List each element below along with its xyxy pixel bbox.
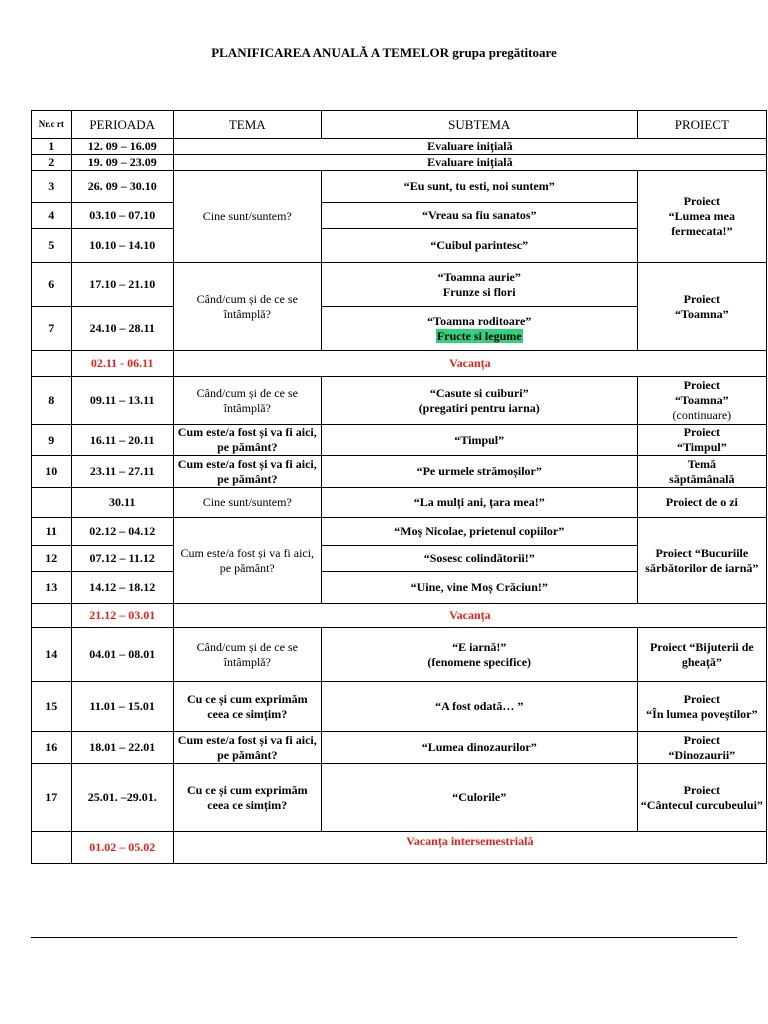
row-subtema: “Timpul” <box>321 425 637 456</box>
header-subtema: SUBTEMA <box>321 111 637 139</box>
row-nr: 6 <box>32 263 72 307</box>
proiect-line: Temă <box>687 456 716 471</box>
proiect-line: Proiect <box>683 782 721 797</box>
table-row <box>32 488 767 518</box>
row-perioada: 16.11 – 20.11 <box>71 425 173 456</box>
vacation-row <box>32 604 767 628</box>
subtema-line: “Casute si cuiburi” <box>429 385 529 400</box>
row-nr: 11 <box>32 518 72 546</box>
row-subtema <box>321 263 637 307</box>
proiect-line: “Lumea mea fermecata!” <box>668 209 735 238</box>
row-subtema <box>321 307 637 351</box>
proiect-line: “Cântecul curcubeului” <box>640 797 763 812</box>
row-tema: Când/cum și de ce se întâmplă? <box>173 263 321 351</box>
proiect-line: Proiect <box>683 194 721 208</box>
row-proiect <box>637 425 766 456</box>
row-nr: 8 <box>32 377 72 425</box>
row-tema: Când/cum și de ce se întâmplă? <box>173 628 321 682</box>
row-perioada: 03.10 – 07.10 <box>71 203 173 229</box>
proiect-line: săptămânală <box>669 471 735 486</box>
vacation-row <box>32 832 767 864</box>
row-tema: Cine sunt/suntem? <box>173 171 321 263</box>
table-row <box>32 155 767 171</box>
row-subtema: “A fost odată… ” <box>321 682 637 732</box>
row-nr: 5 <box>32 229 72 263</box>
proiect-line: Proiect <box>683 378 721 392</box>
row-tema: Cu ce și cum exprimăm ceea ce simțim? <box>173 682 321 732</box>
subtema-line: “Toamna aurie” <box>437 269 521 284</box>
row-nr: 12 <box>32 546 72 572</box>
row-nr: 2 <box>32 155 72 171</box>
subtema-line: (pregatiri pentru iarna) <box>418 400 540 415</box>
row-subtema: “Pe urmele strămoșilor” <box>321 456 637 488</box>
highlighted-text: Fructe si legume <box>436 328 522 343</box>
row-subtema: “Vreau sa fiu sanatos” <box>321 203 637 229</box>
row-subtema: “Cuibul parintesc” <box>321 229 637 263</box>
table-row <box>32 139 767 155</box>
row-nr: 10 <box>32 456 72 488</box>
row-tema: Cu ce și cum exprimăm ceea ce simțim? <box>173 764 321 832</box>
row-subtema: “Uine, vine Moș Crăciun!” <box>321 572 637 604</box>
proiect-line: Proiect <box>683 425 721 439</box>
row-subtema: “Culorile” <box>321 764 637 832</box>
header-tema: TEMA <box>173 111 321 139</box>
row-nr: 15 <box>32 682 72 732</box>
proiect-line: “Toamna” <box>675 306 729 321</box>
proiect-line: Proiect <box>683 732 721 747</box>
row-perioada: 10.10 – 14.10 <box>71 229 173 263</box>
proiect-line: “Toamna” <box>675 393 729 407</box>
proiect-line: “Dinozaurii” <box>668 747 736 762</box>
subtema-line: Frunze si flori <box>442 284 516 299</box>
footer-rule <box>31 937 737 938</box>
table-header-row <box>32 111 767 139</box>
row-tema: Cine sunt/suntem? <box>173 488 321 518</box>
row-perioada: 24.10 – 28.11 <box>71 307 173 351</box>
table-row <box>32 377 767 425</box>
row-subtema: Vacanța <box>173 351 766 377</box>
row-perioada: 02.11 - 06.11 <box>71 351 173 377</box>
row-nr: 7 <box>32 307 72 351</box>
row-nr: 13 <box>32 572 72 604</box>
row-proiect <box>637 682 766 732</box>
row-tema: Când/cum și de ce se întâmplă? <box>173 377 321 425</box>
document-title: PLANIFICAREA ANUALĂ A TEMELOR grupa pregătitoare <box>211 45 557 60</box>
row-subtema: “Moș Nicolae, prietenul copiilor” <box>321 518 637 546</box>
row-subtema: “Eu sunt, tu esti, noi suntem” <box>321 171 637 203</box>
row-perioada: 14.12 – 18.12 <box>71 572 173 604</box>
row-nr: 9 <box>32 425 72 456</box>
proiect-line: Proiect <box>683 691 721 706</box>
subtema-line <box>324 329 635 344</box>
themes-table <box>31 110 767 864</box>
table-row <box>32 682 767 732</box>
row-perioada: 18.01 – 22.01 <box>71 732 173 764</box>
row-subtema: Evaluare inițială <box>173 155 766 171</box>
row-tema: Cum este/a fost și va fi aici, pe pământ? <box>173 732 321 764</box>
subtema-line: (fenomene specifice) <box>427 654 532 669</box>
proiect-line: “Timpul” <box>676 440 727 454</box>
row-perioada: 25.01. –29.01. <box>71 764 173 832</box>
row-nr: 3 <box>32 171 72 203</box>
row-nr: 14 <box>32 628 72 682</box>
row-tema: Cum este/a fost și va fi aici, pe pământ? <box>173 456 321 488</box>
table-row <box>32 628 767 682</box>
row-tema: Cum este/a fost și va fi aici, pe pământ? <box>173 518 321 604</box>
header-proiect: PROIECT <box>637 111 766 139</box>
row-subtema: “La mulți ani, țara mea!” <box>321 488 637 518</box>
row-perioada: 01.02 – 05.02 <box>71 832 173 864</box>
row-proiect: Proiect “Bucuriile sărbătorilor de iarnă” <box>637 518 766 604</box>
row-proiect <box>637 732 766 764</box>
row-proiect: Proiect de o zi <box>637 488 766 518</box>
row-subtema: “Sosesc colindătorii!” <box>321 546 637 572</box>
row-tema: Cum este/a fost și va fi aici, pe pământ? <box>173 425 321 456</box>
table-row <box>32 518 767 546</box>
row-nr: 17 <box>32 764 72 832</box>
row-perioada: 21.12 – 03.01 <box>71 604 173 628</box>
row-subtema: Evaluare inițială <box>173 139 766 155</box>
row-nr: 16 <box>32 732 72 764</box>
proiect-line: (continuare) <box>672 408 732 422</box>
subtema-line: “Toamna roditoare” <box>427 313 532 328</box>
row-perioada: 07.12 – 11.12 <box>71 546 173 572</box>
row-perioada: 09.11 – 13.11 <box>71 377 173 425</box>
vacation-row <box>32 351 767 377</box>
table-row <box>32 171 767 203</box>
row-proiect <box>637 456 766 488</box>
row-perioada: 04.01 – 08.01 <box>71 628 173 682</box>
proiect-line: “În lumea poveștilor” <box>646 706 758 721</box>
row-proiect: Proiect “Bijuterii de gheață” <box>637 628 766 682</box>
row-perioada: 26. 09 – 30.10 <box>71 171 173 203</box>
header-nr: Nr.c rt <box>32 111 72 139</box>
table-row <box>32 425 767 456</box>
row-perioada: 17.10 – 21.10 <box>71 263 173 307</box>
row-perioada: 12. 09 – 16.09 <box>71 139 173 155</box>
row-perioada: 23.11 – 27.11 <box>71 456 173 488</box>
header-perioada: PERIOADA <box>71 111 173 139</box>
subtema-line: “E iarnă!” <box>452 639 507 654</box>
row-subtema <box>321 377 637 425</box>
row-perioada: 30.11 <box>71 488 173 518</box>
row-subtema: Vacanța intersemestrială <box>173 832 766 864</box>
table-row <box>32 764 767 832</box>
table-row <box>32 456 767 488</box>
table-row <box>32 732 767 764</box>
table-row <box>32 263 767 307</box>
row-proiect <box>637 171 766 263</box>
row-subtema: “Lumea dinozaurilor” <box>321 732 637 764</box>
row-perioada: 11.01 – 15.01 <box>71 682 173 732</box>
proiect-line: Proiect <box>683 291 721 306</box>
row-proiect <box>637 377 766 425</box>
row-subtema <box>321 628 637 682</box>
row-perioada: 19. 09 – 23.09 <box>71 155 173 171</box>
row-nr: 4 <box>32 203 72 229</box>
row-proiect <box>637 263 766 351</box>
row-perioada: 02.12 – 04.12 <box>71 518 173 546</box>
row-proiect <box>637 764 766 832</box>
row-subtema: Vacanța <box>173 604 766 628</box>
row-nr: 1 <box>32 139 72 155</box>
